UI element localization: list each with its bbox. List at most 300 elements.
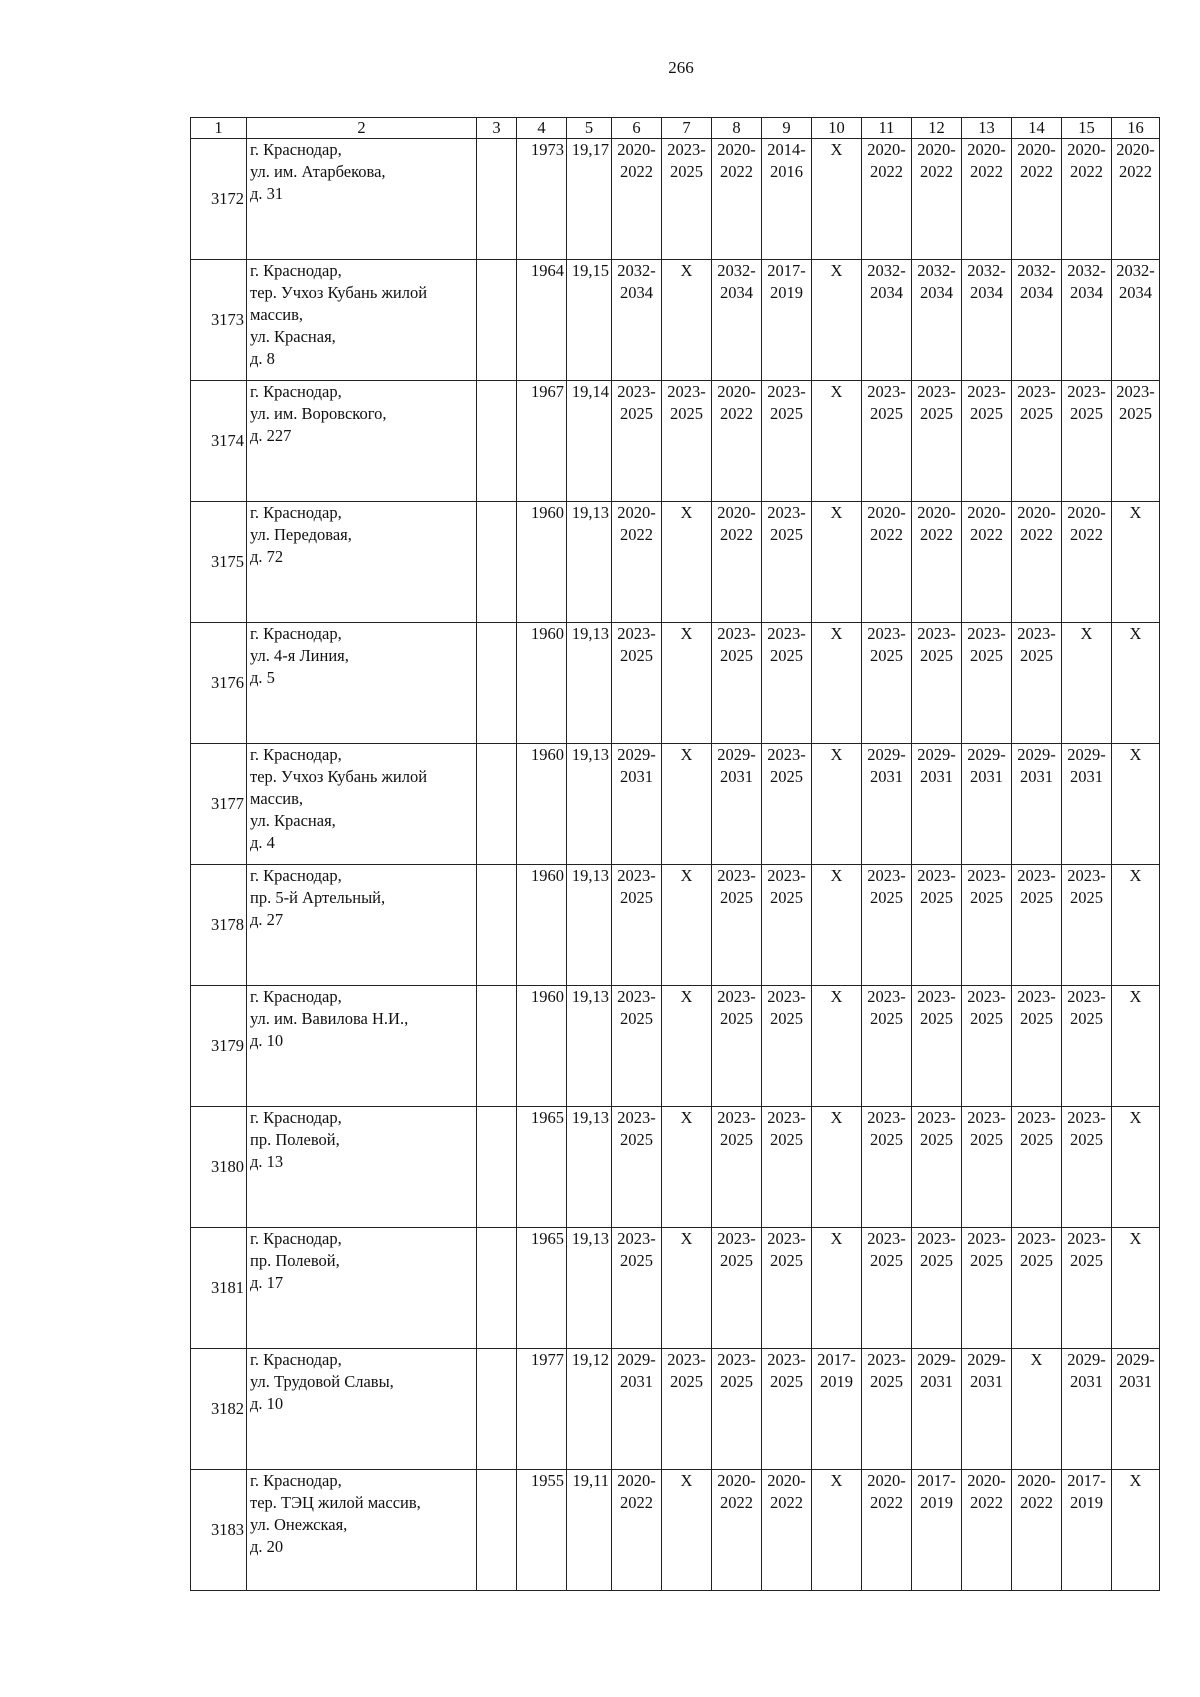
period-cell-col-14 bbox=[1012, 623, 1062, 744]
cell-line: 2029- bbox=[917, 1350, 956, 1369]
value-cell: 19,12 bbox=[567, 1349, 612, 1470]
cell-line: 2023- bbox=[917, 1108, 956, 1127]
year-cell: 1965 bbox=[517, 1107, 567, 1228]
period-cell-col-11 bbox=[862, 865, 912, 986]
cell-line: 2031 bbox=[870, 767, 903, 786]
cell-line: 2025 bbox=[1070, 888, 1103, 907]
cell-line: X bbox=[680, 1229, 693, 1248]
cell-line: 2025 bbox=[720, 1251, 753, 1270]
cell-line: ул. Трудовой Славы, bbox=[250, 1372, 394, 1391]
period-cell-col-6 bbox=[612, 1107, 662, 1228]
cell-line: 2023- bbox=[1067, 382, 1106, 401]
row-number: 3172 bbox=[191, 139, 247, 260]
column-header-3: 3 bbox=[477, 118, 517, 139]
cell-line: 2034 bbox=[970, 283, 1003, 302]
column-3-cell bbox=[477, 1228, 517, 1349]
period-cell-col-14 bbox=[1012, 1470, 1062, 1591]
period-cell-col-10 bbox=[812, 986, 862, 1107]
cell-line: 2032- bbox=[717, 261, 756, 280]
cell-line: X bbox=[830, 745, 843, 764]
column-header-1: 1 bbox=[191, 118, 247, 139]
cell-line: 2032- bbox=[1116, 261, 1155, 280]
period-cell-col-9 bbox=[762, 1107, 812, 1228]
cell-line: 2020- bbox=[917, 140, 956, 159]
cell-line: 2020- bbox=[867, 1471, 906, 1490]
cell-line: 2031 bbox=[620, 1372, 653, 1391]
column-3-cell bbox=[477, 1349, 517, 1470]
cell-line: X bbox=[680, 261, 693, 280]
cell-line: 2023- bbox=[867, 382, 906, 401]
period-cell-col-9 bbox=[762, 1470, 812, 1591]
period-cell-col-15 bbox=[1062, 502, 1112, 623]
value-cell: 19,13 bbox=[567, 1107, 612, 1228]
period-cell-col-10 bbox=[812, 502, 862, 623]
cell-line: 2025 bbox=[770, 888, 803, 907]
cell-line: 2023- bbox=[967, 866, 1006, 885]
year-cell: 1960 bbox=[517, 502, 567, 623]
cell-line: массив, bbox=[250, 305, 304, 324]
table-row bbox=[191, 623, 1160, 744]
cell-line: 2025 bbox=[670, 404, 703, 423]
column-header-16: 16 bbox=[1112, 118, 1160, 139]
year-cell: 1955 bbox=[517, 1470, 567, 1591]
cell-line: г. Краснодар, bbox=[250, 1108, 342, 1127]
cell-line: 2023- bbox=[767, 1229, 806, 1248]
address-cell bbox=[247, 260, 477, 381]
cell-line: X bbox=[830, 624, 843, 643]
row-number: 3179 bbox=[191, 986, 247, 1107]
value-cell: 19,15 bbox=[567, 260, 612, 381]
table-row bbox=[191, 986, 1160, 1107]
cell-line: г. Краснодар, bbox=[250, 1471, 342, 1490]
cell-line: г. Краснодар, bbox=[250, 624, 342, 643]
table-row bbox=[191, 865, 1160, 986]
cell-line: 2023- bbox=[767, 624, 806, 643]
cell-line: 2022 bbox=[720, 404, 753, 423]
cell-line: 2025 bbox=[620, 404, 653, 423]
cell-line: г. Краснодар, bbox=[250, 1229, 342, 1248]
cell-line: 2022 bbox=[1020, 525, 1053, 544]
cell-line: 2020- bbox=[717, 382, 756, 401]
cell-line: X bbox=[830, 382, 843, 401]
period-cell-col-13 bbox=[962, 1107, 1012, 1228]
period-cell-col-14 bbox=[1012, 1228, 1062, 1349]
period-cell-col-7 bbox=[662, 744, 712, 865]
cell-line: 2025 bbox=[770, 1009, 803, 1028]
value-cell: 19,11 bbox=[567, 1470, 612, 1591]
cell-line: 2023- bbox=[1017, 624, 1056, 643]
cell-line: 2029- bbox=[717, 745, 756, 764]
period-cell-col-13 bbox=[962, 1349, 1012, 1470]
period-cell-col-7 bbox=[662, 623, 712, 744]
cell-line: 2020- bbox=[717, 503, 756, 522]
period-cell-col-9 bbox=[762, 744, 812, 865]
cell-line: 2029- bbox=[1116, 1350, 1155, 1369]
period-cell-col-8 bbox=[712, 139, 762, 260]
cell-line: 2025 bbox=[870, 1251, 903, 1270]
cell-line: 2025 bbox=[920, 1130, 953, 1149]
cell-line: 2023- bbox=[917, 987, 956, 1006]
cell-line: 2025 bbox=[920, 1251, 953, 1270]
period-cell-col-6 bbox=[612, 381, 662, 502]
cell-line: 2025 bbox=[1020, 1009, 1053, 1028]
cell-line: X bbox=[1080, 624, 1093, 643]
period-cell-col-10 bbox=[812, 381, 862, 502]
cell-line: 2025 bbox=[770, 525, 803, 544]
cell-line: д. 5 bbox=[250, 668, 275, 687]
cell-line: ул. Красная, bbox=[250, 811, 336, 830]
cell-line: 2023- bbox=[717, 987, 756, 1006]
cell-line: 2020- bbox=[617, 503, 656, 522]
cell-line: д. 10 bbox=[250, 1031, 284, 1050]
cell-line: 2023- bbox=[617, 987, 656, 1006]
cell-line: 2020- bbox=[867, 503, 906, 522]
period-cell-col-14 bbox=[1012, 502, 1062, 623]
period-cell-col-9 bbox=[762, 381, 812, 502]
period-cell-col-13 bbox=[962, 381, 1012, 502]
cell-line: д. 20 bbox=[250, 1537, 284, 1556]
period-cell-col-9 bbox=[762, 623, 812, 744]
cell-line: X bbox=[830, 1471, 843, 1490]
cell-line: 2023- bbox=[767, 1350, 806, 1369]
column-3-cell bbox=[477, 381, 517, 502]
period-cell-col-14 bbox=[1012, 865, 1062, 986]
cell-line: 2022 bbox=[870, 1493, 903, 1512]
cell-line: 2023- bbox=[767, 987, 806, 1006]
cell-line: X bbox=[830, 1229, 843, 1248]
period-cell-col-6 bbox=[612, 986, 662, 1107]
cell-line: 2025 bbox=[720, 888, 753, 907]
cell-line: 2031 bbox=[720, 767, 753, 786]
cell-line: 2020- bbox=[917, 503, 956, 522]
address-cell bbox=[247, 381, 477, 502]
cell-line: 2025 bbox=[870, 1130, 903, 1149]
period-cell-col-8 bbox=[712, 865, 762, 986]
table-row bbox=[191, 260, 1160, 381]
period-cell-col-9 bbox=[762, 865, 812, 986]
table-row bbox=[191, 502, 1160, 623]
period-cell-col-14 bbox=[1012, 381, 1062, 502]
cell-line: 2017- bbox=[1067, 1471, 1106, 1490]
cell-line: 2023- bbox=[1067, 987, 1106, 1006]
cell-line: д. 27 bbox=[250, 910, 284, 929]
cell-line: 2025 bbox=[620, 1009, 653, 1028]
cell-line: 2025 bbox=[770, 767, 803, 786]
cell-line: 2014- bbox=[767, 140, 806, 159]
period-cell-col-15 bbox=[1062, 1349, 1112, 1470]
period-cell-col-11 bbox=[862, 1470, 912, 1591]
period-cell-col-10 bbox=[812, 1349, 862, 1470]
column-header-5: 5 bbox=[567, 118, 612, 139]
cell-line: 2022 bbox=[970, 1493, 1003, 1512]
cell-line: 2029- bbox=[1017, 745, 1056, 764]
column-3-cell bbox=[477, 744, 517, 865]
cell-line: 2023- bbox=[917, 624, 956, 643]
cell-line: 2025 bbox=[870, 646, 903, 665]
period-cell-col-15 bbox=[1062, 623, 1112, 744]
cell-line: 2020- bbox=[1017, 1471, 1056, 1490]
period-cell-col-11 bbox=[862, 381, 912, 502]
period-cell-col-6 bbox=[612, 1228, 662, 1349]
table-row bbox=[191, 1107, 1160, 1228]
cell-line: X bbox=[1129, 987, 1142, 1006]
period-cell-col-16 bbox=[1112, 744, 1160, 865]
cell-line: 2032- bbox=[617, 261, 656, 280]
cell-line: 2025 bbox=[620, 888, 653, 907]
period-cell-col-11 bbox=[862, 1228, 912, 1349]
period-cell-col-13 bbox=[962, 986, 1012, 1107]
period-cell-col-7 bbox=[662, 139, 712, 260]
address-cell bbox=[247, 1107, 477, 1228]
cell-line: 2031 bbox=[620, 767, 653, 786]
cell-line: 2019 bbox=[770, 283, 803, 302]
cell-line: д. 10 bbox=[250, 1394, 284, 1413]
cell-line: 2023- bbox=[667, 382, 706, 401]
table-row bbox=[191, 139, 1160, 260]
cell-line: 2023- bbox=[767, 1108, 806, 1127]
period-cell-col-11 bbox=[862, 744, 912, 865]
cell-line: массив, bbox=[250, 789, 304, 808]
cell-line: 2025 bbox=[1070, 404, 1103, 423]
column-header-6: 6 bbox=[612, 118, 662, 139]
cell-line: 2025 bbox=[970, 888, 1003, 907]
row-number: 3175 bbox=[191, 502, 247, 623]
period-cell-col-6 bbox=[612, 1349, 662, 1470]
cell-line: 2025 bbox=[720, 1009, 753, 1028]
cell-line: 2031 bbox=[970, 767, 1003, 786]
cell-line: 2022 bbox=[720, 525, 753, 544]
cell-line: тер. Учхоз Кубань жилой bbox=[250, 767, 428, 786]
period-cell-col-6 bbox=[612, 139, 662, 260]
cell-line: д. 227 bbox=[250, 426, 292, 445]
cell-line: 2032- bbox=[967, 261, 1006, 280]
cell-line: 2023- bbox=[717, 1229, 756, 1248]
period-cell-col-7 bbox=[662, 1107, 712, 1228]
cell-line: 2034 bbox=[920, 283, 953, 302]
cell-line: 2025 bbox=[720, 1372, 753, 1391]
cell-line: 2025 bbox=[620, 1130, 653, 1149]
row-number: 3174 bbox=[191, 381, 247, 502]
cell-line: 2023- bbox=[717, 866, 756, 885]
period-cell-col-8 bbox=[712, 502, 762, 623]
period-cell-col-16 bbox=[1112, 502, 1160, 623]
address-cell bbox=[247, 139, 477, 260]
cell-line: X bbox=[830, 866, 843, 885]
period-cell-col-12 bbox=[912, 1107, 962, 1228]
table-header bbox=[191, 118, 1160, 139]
cell-line: 2023- bbox=[717, 1350, 756, 1369]
cell-line: 2032- bbox=[917, 261, 956, 280]
cell-line: X bbox=[680, 987, 693, 1006]
cell-line: 2019 bbox=[1070, 1493, 1103, 1512]
cell-line: 2022 bbox=[770, 1493, 803, 1512]
cell-line: 2020- bbox=[1017, 503, 1056, 522]
period-cell-col-14 bbox=[1012, 260, 1062, 381]
cell-line: 2025 bbox=[770, 1130, 803, 1149]
cell-line: 2023- bbox=[1017, 866, 1056, 885]
cell-line: X bbox=[1129, 1471, 1142, 1490]
cell-line: 2020- bbox=[1067, 140, 1106, 159]
cell-line: 2022 bbox=[1070, 525, 1103, 544]
cell-line: 2022 bbox=[870, 162, 903, 181]
period-cell-col-16 bbox=[1112, 1107, 1160, 1228]
cell-line: X bbox=[680, 866, 693, 885]
period-cell-col-9 bbox=[762, 1228, 812, 1349]
cell-line: 2022 bbox=[920, 162, 953, 181]
period-cell-col-10 bbox=[812, 1228, 862, 1349]
cell-line: 2023- bbox=[1017, 1229, 1056, 1248]
cell-line: 2022 bbox=[1119, 162, 1152, 181]
period-cell-col-9 bbox=[762, 986, 812, 1107]
period-cell-col-13 bbox=[962, 502, 1012, 623]
cell-line: 2025 bbox=[870, 1372, 903, 1391]
period-cell-col-6 bbox=[612, 865, 662, 986]
cell-line: 2023- bbox=[767, 745, 806, 764]
cell-line: 2023- bbox=[717, 624, 756, 643]
cell-line: 2031 bbox=[970, 1372, 1003, 1391]
cell-line: X bbox=[1129, 1108, 1142, 1127]
cell-line: 2023- bbox=[867, 624, 906, 643]
cell-line: 2025 bbox=[1020, 646, 1053, 665]
period-cell-col-12 bbox=[912, 139, 962, 260]
cell-line: 2020- bbox=[1017, 140, 1056, 159]
period-cell-col-15 bbox=[1062, 1470, 1112, 1591]
address-cell bbox=[247, 502, 477, 623]
cell-line: д. 31 bbox=[250, 184, 284, 203]
cell-line: 2025 bbox=[1020, 1130, 1053, 1149]
period-cell-col-10 bbox=[812, 139, 862, 260]
cell-line: 2025 bbox=[1119, 404, 1152, 423]
cell-line: 2025 bbox=[870, 888, 903, 907]
cell-line: ул. им. Атарбекова, bbox=[250, 162, 386, 181]
value-cell: 19,13 bbox=[567, 986, 612, 1107]
cell-line: X bbox=[680, 503, 693, 522]
cell-line: 2031 bbox=[1020, 767, 1053, 786]
column-3-cell bbox=[477, 865, 517, 986]
cell-line: 2025 bbox=[1020, 1251, 1053, 1270]
cell-line: 2022 bbox=[870, 525, 903, 544]
cell-line: 2023- bbox=[1067, 866, 1106, 885]
period-cell-col-14 bbox=[1012, 1107, 1062, 1228]
period-cell-col-12 bbox=[912, 1228, 962, 1349]
column-header-10: 10 bbox=[812, 118, 862, 139]
period-cell-col-15 bbox=[1062, 1228, 1112, 1349]
period-cell-col-13 bbox=[962, 260, 1012, 381]
year-cell: 1960 bbox=[517, 744, 567, 865]
cell-line: 2029- bbox=[917, 745, 956, 764]
cell-line: г. Краснодар, bbox=[250, 261, 342, 280]
column-header-13: 13 bbox=[962, 118, 1012, 139]
table-row bbox=[191, 744, 1160, 865]
row-number: 3178 bbox=[191, 865, 247, 986]
period-cell-col-8 bbox=[712, 1470, 762, 1591]
cell-line: пр. 5-й Артельный, bbox=[250, 888, 386, 907]
cell-line: 2022 bbox=[720, 162, 753, 181]
year-cell: 1967 bbox=[517, 381, 567, 502]
cell-line: 2034 bbox=[1070, 283, 1103, 302]
cell-line: 2025 bbox=[1020, 888, 1053, 907]
period-cell-col-16 bbox=[1112, 1228, 1160, 1349]
cell-line: 2031 bbox=[1119, 1372, 1152, 1391]
period-cell-col-10 bbox=[812, 1470, 862, 1591]
cell-line: 2023- bbox=[867, 987, 906, 1006]
period-cell-col-16 bbox=[1112, 381, 1160, 502]
period-cell-col-6 bbox=[612, 502, 662, 623]
cell-line: 2023- bbox=[767, 866, 806, 885]
cell-line: 2029- bbox=[617, 745, 656, 764]
cell-line: 2034 bbox=[1119, 283, 1152, 302]
cell-line: г. Краснодар, bbox=[250, 866, 342, 885]
cell-line: 2025 bbox=[970, 404, 1003, 423]
cell-line: 2023- bbox=[967, 382, 1006, 401]
table-row bbox=[191, 381, 1160, 502]
period-cell-col-12 bbox=[912, 744, 962, 865]
cell-line: X bbox=[830, 987, 843, 1006]
period-cell-col-6 bbox=[612, 1470, 662, 1591]
cell-line: 2023- bbox=[1017, 382, 1056, 401]
value-cell: 19,13 bbox=[567, 865, 612, 986]
cell-line: 2025 bbox=[920, 646, 953, 665]
column-header-4: 4 bbox=[517, 118, 567, 139]
cell-line: 2031 bbox=[1070, 1372, 1103, 1391]
address-cell bbox=[247, 623, 477, 744]
cell-line: X bbox=[1129, 1229, 1142, 1248]
cell-line: 2031 bbox=[1070, 767, 1103, 786]
period-cell-col-11 bbox=[862, 623, 912, 744]
cell-line: 2019 bbox=[920, 1493, 953, 1512]
row-number: 3182 bbox=[191, 1349, 247, 1470]
cell-line: ул. 4-я Линия, bbox=[250, 646, 349, 665]
cell-line: 2023- bbox=[967, 624, 1006, 643]
cell-line: 2029- bbox=[967, 745, 1006, 764]
cell-line: 2020- bbox=[717, 140, 756, 159]
cell-line: 2023- bbox=[667, 1350, 706, 1369]
period-cell-col-16 bbox=[1112, 139, 1160, 260]
cell-line: 2029- bbox=[1067, 1350, 1106, 1369]
cell-line: 2025 bbox=[1020, 404, 1053, 423]
cell-line: г. Краснодар, bbox=[250, 1350, 342, 1369]
period-cell-col-7 bbox=[662, 986, 712, 1107]
year-cell: 1965 bbox=[517, 1228, 567, 1349]
period-cell-col-16 bbox=[1112, 1470, 1160, 1591]
value-cell: 19,13 bbox=[567, 744, 612, 865]
period-cell-col-11 bbox=[862, 260, 912, 381]
period-cell-col-8 bbox=[712, 744, 762, 865]
period-cell-col-7 bbox=[662, 502, 712, 623]
cell-line: 2020- bbox=[767, 1471, 806, 1490]
address-cell bbox=[247, 986, 477, 1107]
cell-line: 2017- bbox=[767, 261, 806, 280]
period-cell-col-13 bbox=[962, 865, 1012, 986]
value-cell: 19,14 bbox=[567, 381, 612, 502]
cell-line: г. Краснодар, bbox=[250, 503, 342, 522]
period-cell-col-16 bbox=[1112, 260, 1160, 381]
period-cell-col-13 bbox=[962, 623, 1012, 744]
cell-line: 2025 bbox=[920, 1009, 953, 1028]
cell-line: 2025 bbox=[1070, 1009, 1103, 1028]
cell-line: 2031 bbox=[920, 767, 953, 786]
address-cell bbox=[247, 1228, 477, 1349]
cell-line: 2032- bbox=[1067, 261, 1106, 280]
period-cell-col-8 bbox=[712, 986, 762, 1107]
table-body bbox=[191, 139, 1160, 1591]
period-cell-col-14 bbox=[1012, 139, 1062, 260]
column-3-cell bbox=[477, 260, 517, 381]
period-cell-col-13 bbox=[962, 744, 1012, 865]
period-cell-col-15 bbox=[1062, 139, 1112, 260]
value-cell: 19,17 bbox=[567, 139, 612, 260]
period-cell-col-16 bbox=[1112, 1349, 1160, 1470]
